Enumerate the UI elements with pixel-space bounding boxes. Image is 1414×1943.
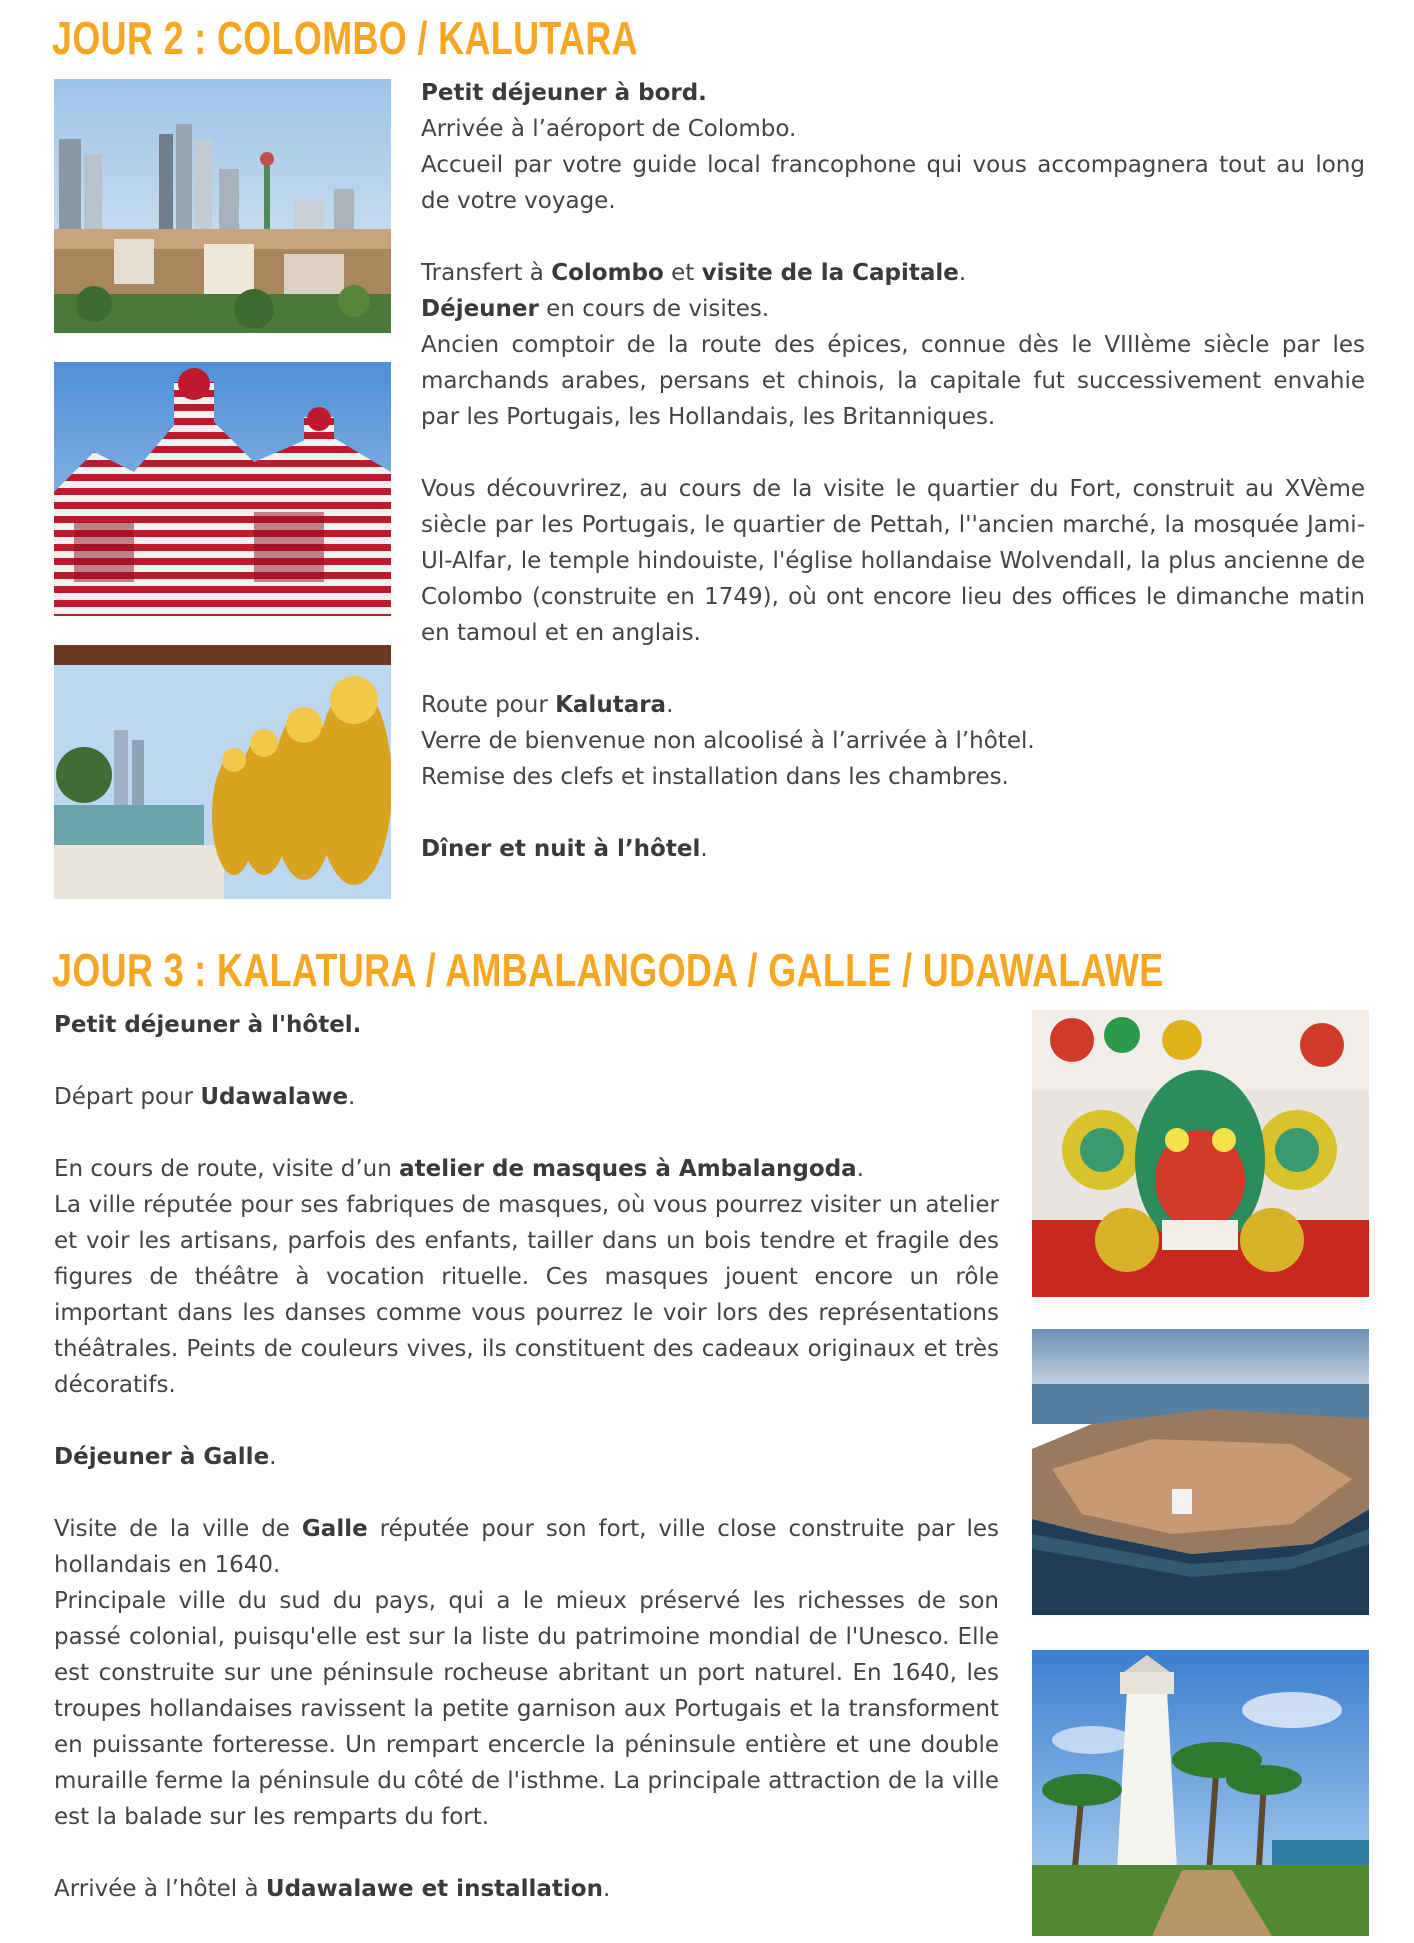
day2-history: Ancien comptoir de la route des épices, connue dès le VIIIème siècle par les marchands arabes, persans et chinois, la capitale fut successivement envahie par les Portugais, les Hollandais, les Britanniques. [421,332,1365,430]
day2-welcome: Verre de bienvenue non alcoolisé à l’arrivée à l’hôtel. [421,728,1035,754]
galle-aerial-photo [1032,1329,1369,1615]
day3-galle-visit: Visite de la ville de Galle réputée pour son fort, ville close construite par les hollandais en 1640. [54,1516,1000,1578]
day2-breakfast: Petit déjeuner à bord. [421,80,707,106]
red-mosque-photo [54,362,391,616]
day3-lunch: Déjeuner à Galle. [54,1444,277,1470]
golden-buddhas-photo [54,645,391,899]
day2-keys: Remise des clefs et installation dans les chambres. [421,764,1009,790]
day3-text [54,1007,999,1907]
day2-arrival: Arrivée à l’aéroport de Colombo. [421,116,797,142]
day2-heading: JOUR 2 : COLOMBO / KALUTARA [52,12,638,64]
day2-dinner: Dîner et nuit à l’hôtel. [421,836,708,862]
day3-departure: Départ pour Udawalawe. [54,1084,356,1110]
day3-heading: JOUR 3 : KALATURA / AMBALANGODA / GALLE / UDAWALAWE [52,944,1164,996]
day2-text [421,75,1365,867]
day2-route: Route pour Kalutara. [421,692,674,718]
day2-guide: Accueil par votre guide local francophone qui vous accompagnera tout au long de votre voyage. [421,152,1365,214]
galle-lighthouse-photo [1032,1650,1369,1936]
day3-galle-description: Principale ville du sud du pays, qui a le mieux préservé les richesses de son passé colonial, puisqu'elle est sur la liste du patrimoine mondial de l'Unesco. Elle est construite sur une péninsule rocheuse abritant un port naturel. En 1640, les troupes hollandaises ravissent la petite garnison aux Portugais et la transforment en puissante forteresse. Un rempart encercle la péninsule entière et une double muraille ferme la péninsule du côté de l'isthme. La principale attraction de la ville est la balade sur les remparts du fort. [54,1588,999,1830]
day2-transfer: Transfert à Colombo et visite de la Capitale. [421,260,967,286]
day3-masks-description: La ville réputée pour ses fabriques de masques, où vous pourrez visiter un atelier et voir les artisans, parfois des enfants, tailler dans un bois tendre et fragile des figures de théâtre à vocation rituelle. Ces masques jouent encore un rôle important dans les danses comme vous pourrez le voir lors des représentations théâtrales. Peints de couleurs vives, ils constituent des cadeaux originaux et très décoratifs. [54,1192,999,1398]
day2-visit: Vous découvrirez, au cours de la visite le quartier du Fort, construit au XVème siècle par les Portugais, le quartier de Pettah, l''ancien marché, la mosquée Jami-Ul-Alfar, le temple hindouiste, l'église hollandaise Wolvendall, la plus ancienne de Colombo (construite en 1749), où ont encore lieu des offices le dimanche matin en tamoul et en anglais. [421,476,1365,646]
day3-mask-workshop: En cours de route, visite d’un atelier de masques à Ambalangoda. [54,1156,864,1182]
day3-arrival: Arrivée à l’hôtel à Udawalawe et installation. [54,1876,611,1902]
day3-breakfast: Petit déjeuner à l'hôtel. [54,1012,362,1038]
colombo-skyline-photo [54,79,391,333]
masks-photo [1032,1010,1369,1297]
day2-lunch: Déjeuner en cours de visites. [421,296,770,322]
